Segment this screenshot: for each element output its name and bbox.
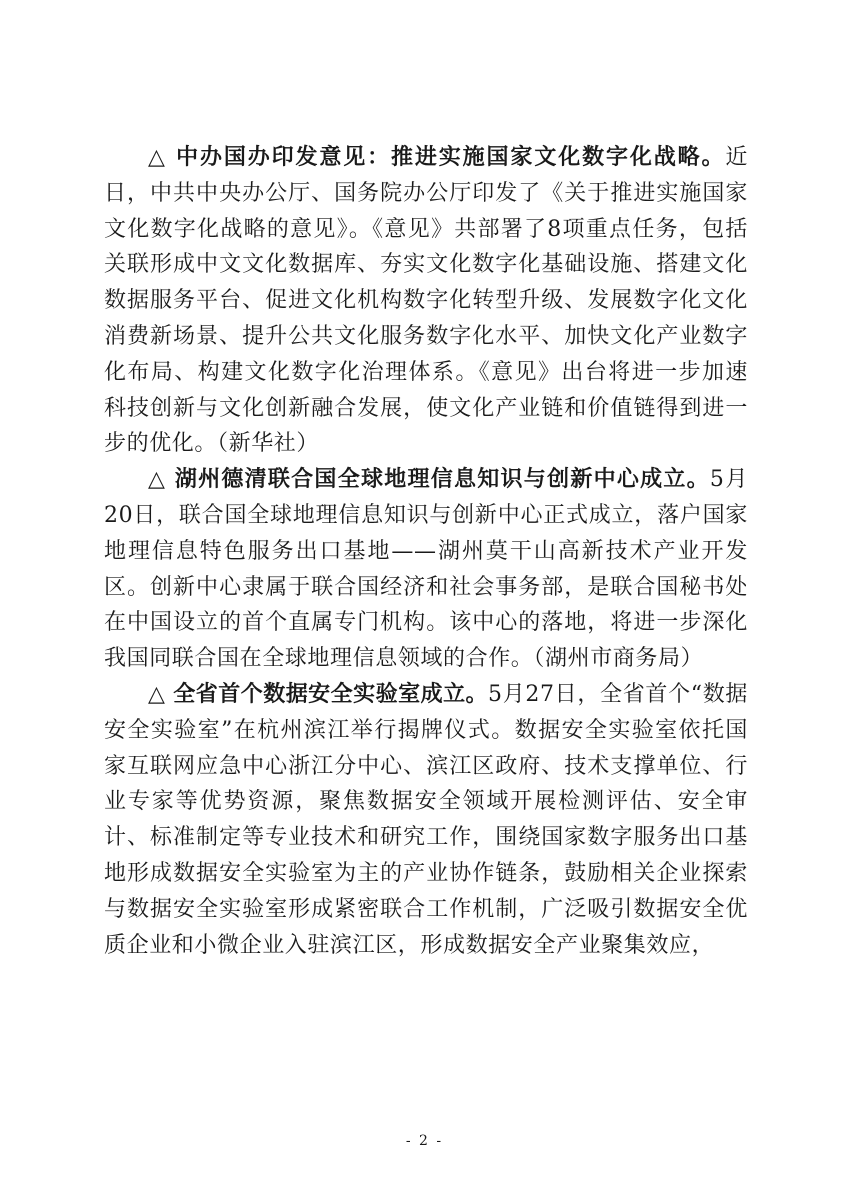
news-body: 5月27日，全省首个“数据安全实验室”在杭州滨江举行揭牌仪式。数据安全实验室依托国家互联网应急中心浙江分中心、滨江区政府、技术支撑单位、行业专家等优势资源，聚焦数据安全领域开展检测评估、安全审计、标准制定等专业技术和研究工作，围绕国家数字服务出口基地形成数据安全实验室为主的产业协作链条，鼓励相关企业探索与数据安全实验室形成紧密联合工作机制，广泛吸引数据安全优质企业和小微企业入驻滨江区，形成数据安全产业聚集效应， [104, 681, 748, 958]
news-body: 5月20日，联合国全球地理信息知识与创新中心正式成立，落户国家地理信息特色服务出口基地——湖州莫干山高新技术产业开发区。创新中心隶属于联合国经济和社会事务部，是联合国秘书处在中国设立的首个直属专门机构。该中心的落地，将进一步深化我国同联合国在全球地理信息领域的合作。（湖州市商务局） [104, 467, 748, 672]
news-headline: 湖州德清联合国全球地理信息知识与创新中心成立。 [174, 466, 710, 493]
triangle-bullet-icon: △ [148, 467, 175, 493]
news-headline: 全省首个数据安全实验室成立。 [173, 680, 489, 707]
page-number: - 2 - [405, 1133, 444, 1149]
triangle-bullet-icon: △ [148, 681, 174, 707]
news-item [104, 462, 748, 677]
news-headline: 中办国办印发意见：推进实施国家文化数字化战略。 [176, 144, 726, 170]
news-item [104, 140, 748, 462]
document-body [104, 140, 748, 963]
news-body: 近日，中共中央办公厅、国务院办公厅印发了《关于推进实施国家文化数字化战略的意见》。《意见》共部署了8项重点任务，包括关联形成中文文化数据库、夯实文化数字化基础设施、搭建文化数据服务平台、促进文化机构数字化转型升级、发展数字化文化消费新场景、提升公共文化服务数字化水平、加快文化产业数字化布局、构建文化数字化治理体系。《意见》出台将进一步加速科技创新与文化创新融合发展，使文化产业链和价值链得到进一步的优化。（新华社） [104, 145, 748, 457]
triangle-bullet-icon: △ [148, 145, 177, 170]
news-item [104, 677, 748, 963]
